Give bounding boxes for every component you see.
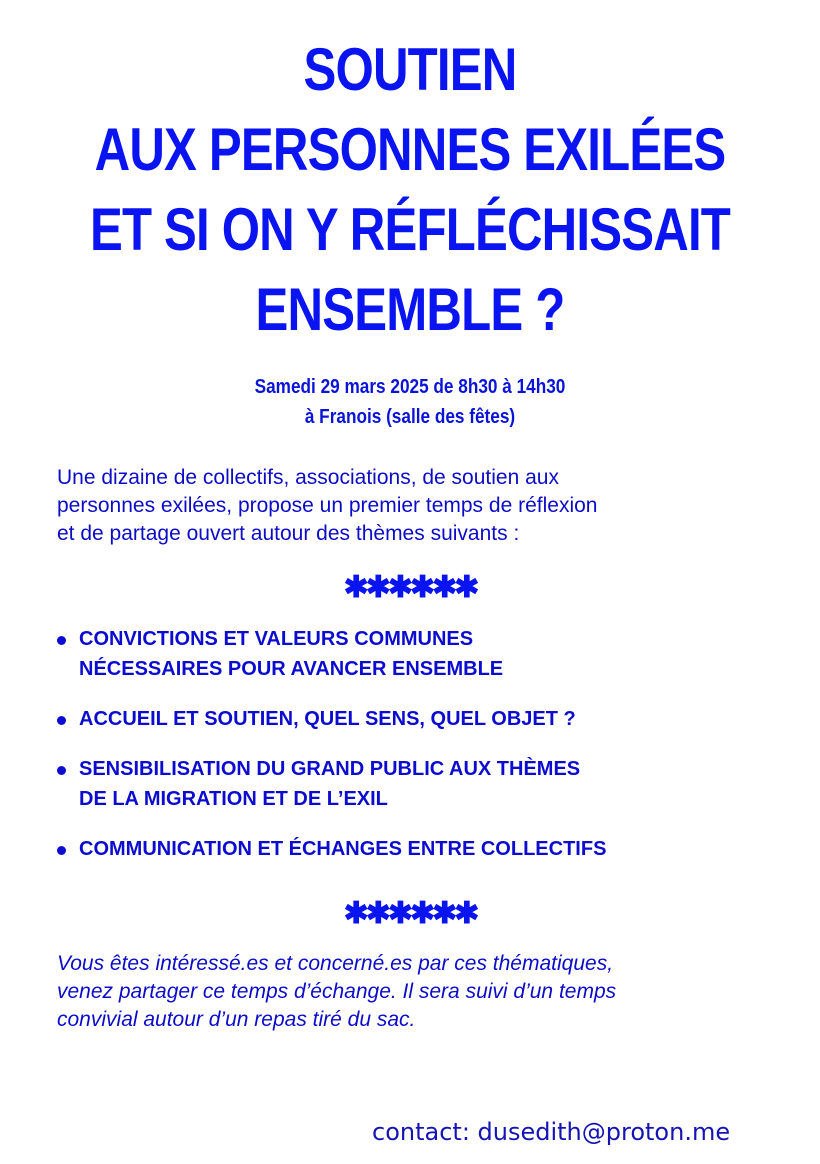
closing-line: convivial autour d’un repas tiré du sac.	[57, 1008, 416, 1031]
title-line: AUX PERSONNES EXILÉES	[94, 116, 726, 183]
list-item	[57, 624, 797, 684]
title-line: ENSEMBLE ?	[255, 276, 565, 343]
asterisk-icon: ✱✱✱✱✱✱	[343, 897, 477, 930]
theme-line: DE LA MIGRATION ET DE L’EXIL	[79, 788, 388, 810]
intro-line: Une dizaine de collectifs, associations, de soutien aux	[57, 466, 559, 489]
closing-line: Vous êtes intéressé.es et concerné.es par ces thématiques,	[57, 952, 614, 975]
theme-line: CONVICTIONS ET VALEURS COMMUNES	[79, 628, 474, 650]
event-location: à Franois (salle des fêtes)	[304, 406, 516, 428]
title-line: ET SI ON Y RÉFLÉCHISSAIT	[89, 196, 731, 263]
theme-line: NÉCESSAIRES POUR AVANCER ENSEMBLE	[79, 658, 504, 680]
themes-list	[57, 624, 797, 884]
intro-paragraph	[57, 464, 777, 548]
title-line: SOUTIEN	[303, 36, 517, 103]
list-item	[57, 834, 797, 864]
event-info	[57, 372, 762, 432]
closing-line: venez partager ce temps d’échange. Il sera suivi d’un temps	[57, 980, 617, 1003]
flyer-title	[74, 30, 746, 350]
intro-line: personnes exilées, propose un premier temps de réflexion	[57, 494, 598, 517]
list-item	[57, 704, 797, 734]
closing-paragraph	[57, 950, 777, 1034]
intro-line: et de partage ouvert autour des thèmes suivants :	[57, 522, 520, 545]
asterisk-icon: ✱✱✱✱✱✱	[343, 571, 477, 604]
bullet-icon	[57, 636, 66, 645]
bullet-icon	[57, 766, 66, 775]
contact-email[interactable]: contact: dusedith@proton.me	[372, 1118, 731, 1146]
list-item	[57, 754, 797, 814]
theme-line: COMMUNICATION ET ÉCHANGES ENTRE COLLECTIFS	[79, 838, 607, 860]
bullet-icon	[57, 716, 66, 725]
theme-line: ACCUEIL ET SOUTIEN, QUEL SENS, QUEL OBJET ?	[79, 708, 576, 730]
event-date-time: Samedi 29 mars 2025 de 8h30 à 14h30	[254, 376, 566, 398]
bullet-icon	[57, 846, 66, 855]
theme-line: SENSIBILISATION DU GRAND PUBLIC AUX THÈMES	[79, 758, 581, 780]
